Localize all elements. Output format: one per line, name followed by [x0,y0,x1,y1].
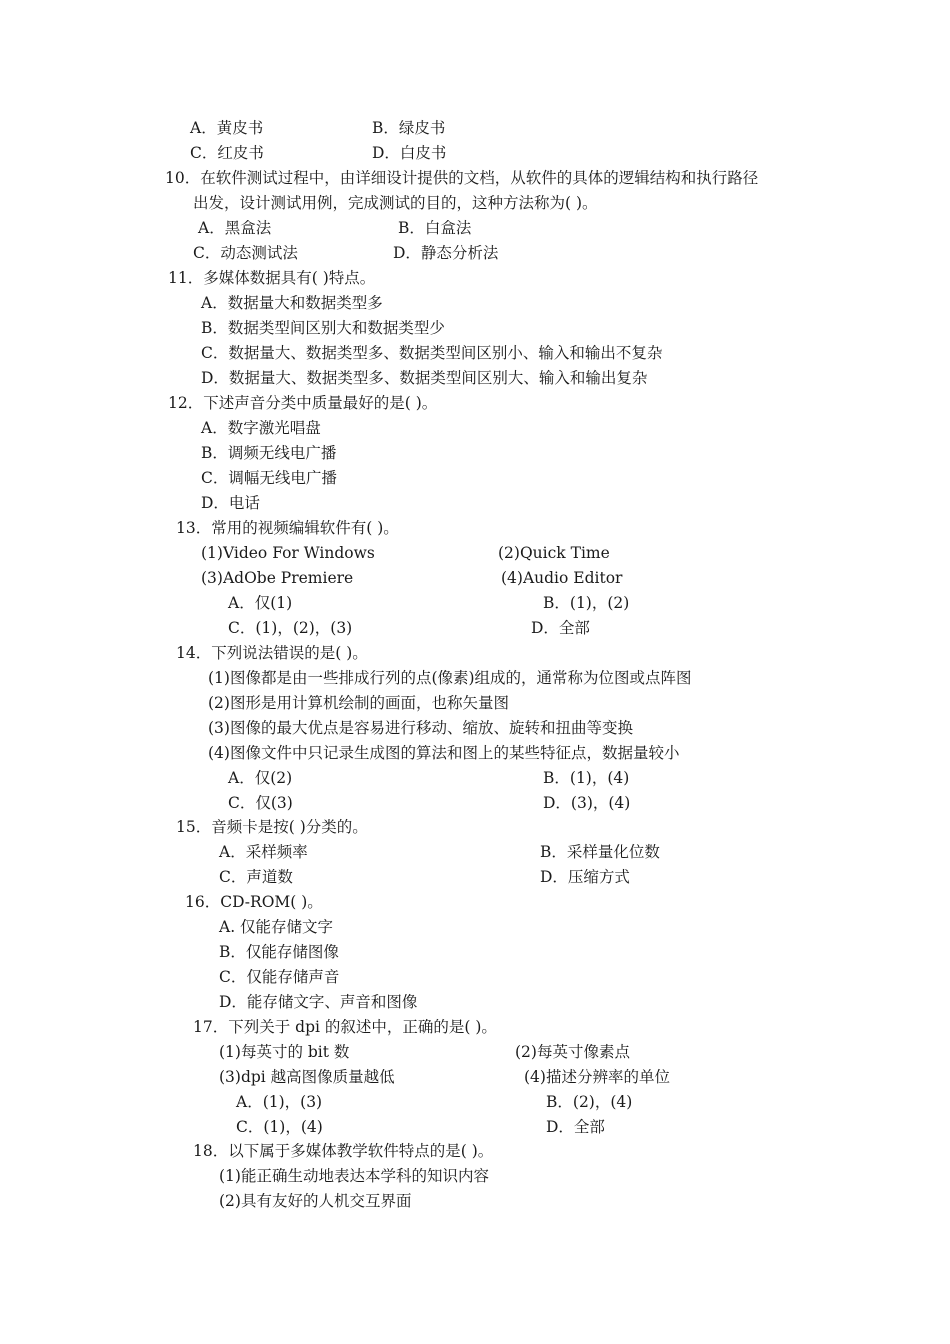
q12-stem: 12．下述声音分类中质量最好的是( )。 [168,394,438,412]
q13-item-2: (2)Quick Time [498,544,610,562]
q10-option-c: C．动态测试法 [193,244,298,262]
q17-option-d: D．全部 [546,1118,605,1136]
q12-option-b: B．调频无线电广播 [201,444,337,462]
q16-option-c: C．仅能存储声音 [219,968,340,986]
q17-option-a: A．(1)，(3) [236,1093,323,1111]
q18-item-1: (1)能正确生动地表达本学科的知识内容 [219,1167,489,1185]
q14-option-d: D．(3)，(4) [543,794,631,812]
q9-option-a: A．黄皮书 [190,119,264,137]
q16-option-b: B．仅能存储图像 [219,943,339,961]
q12-option-a: A．数字激光唱盘 [201,419,321,437]
q12-option-d: D．电话 [201,494,260,512]
q14-option-a: A．仅(2) [228,769,293,787]
q17-option-b: B．(2)，(4) [546,1093,633,1111]
q17-item-1: (1)每英寸的 bit 数 [219,1043,350,1061]
q14-item-1: (1)图像都是由一些排成行列的点(像素)组成的，通常称为位图或点阵图 [208,669,692,687]
q14-item-3: (3)图像的最大优点是容易进行移动、缩放、旋转和扭曲等变换 [208,719,633,737]
q10-stem-line2: 出发，设计测试用例，完成测试的目的，这种方法称为( )。 [193,194,598,212]
q9-option-d: D．白皮书 [372,144,447,162]
q14-stem: 14．下列说法错误的是( )。 [176,644,368,662]
q10-stem-line1: 10．在软件测试过程中，由详细设计提供的文档，从软件的具体的逻辑结构和执行路径 [165,169,759,187]
q16-option-d: D．能存储文字、声音和图像 [219,993,418,1011]
q9-option-c: C．红皮书 [190,144,264,162]
q18-item-2: (2)具有友好的人机交互界面 [219,1192,412,1210]
q16-stem: 16．CD-ROM( )。 [185,893,323,911]
q17-item-2: (2)每英寸像素点 [515,1043,630,1061]
q11-option-d: D．数据量大、数据类型多、数据类型间区别大、输入和输出复杂 [201,369,648,387]
q11-option-b: B．数据类型间区别大和数据类型少 [201,319,445,337]
q18-stem: 18．以下属于多媒体教学软件特点的是( )。 [193,1142,494,1160]
q13-item-3: (3)AdObe Premiere [201,569,354,587]
q13-option-b: B．(1)，(2) [543,594,630,612]
q11-option-a: A．数据量大和数据类型多 [201,294,383,312]
q10-option-d: D．静态分析法 [393,244,499,262]
q17-stem: 17．下列关于 dpi 的叙述中，正确的是( )。 [193,1018,497,1036]
q13-option-a: A．仅(1) [228,594,293,612]
q13-option-c: C．(1)，(2)，(3) [228,619,353,637]
q15-option-c: C．声道数 [219,868,293,886]
q17-item-3: (3)dpi 越高图像质量越低 [219,1068,395,1086]
q14-item-2: (2)图形是用计算机绘制的画面，也称矢量图 [208,694,509,712]
q16-option-a: A. 仅能存储文字 [219,918,334,936]
q15-stem: 15．音频卡是按( )分类的。 [176,818,368,836]
q13-stem: 13．常用的视频编辑软件有( )。 [176,519,399,537]
q14-option-b: B．(1)，(4) [543,769,630,787]
q17-item-4: (4)描述分辨率的单位 [524,1068,670,1086]
q15-option-a: A．采样频率 [219,843,308,861]
q11-option-c: C．数据量大、数据类型多、数据类型间区别小、输入和输出不复杂 [201,344,663,362]
q13-item-1: (1)Video For Windows [201,544,375,562]
q14-option-c: C．仅(3) [228,794,293,812]
q14-item-4: (4)图像文件中只记录生成图的算法和图上的某些特征点，数据量较小 [208,744,680,762]
q11-stem: 11．多媒体数据具有( )特点。 [168,269,376,287]
q15-option-d: D．压缩方式 [540,868,630,886]
q12-option-c: C．调幅无线电广播 [201,469,337,487]
q9-option-b: B．绿皮书 [372,119,446,137]
q13-item-4: (4)Audio Editor [501,569,623,587]
q17-option-c: C．(1)，(4) [236,1118,323,1136]
q13-option-d: D．全部 [531,619,590,637]
q10-option-b: B．白盒法 [398,219,472,237]
q15-option-b: B．采样量化位数 [540,843,660,861]
q10-option-a: A．黑盒法 [198,219,272,237]
